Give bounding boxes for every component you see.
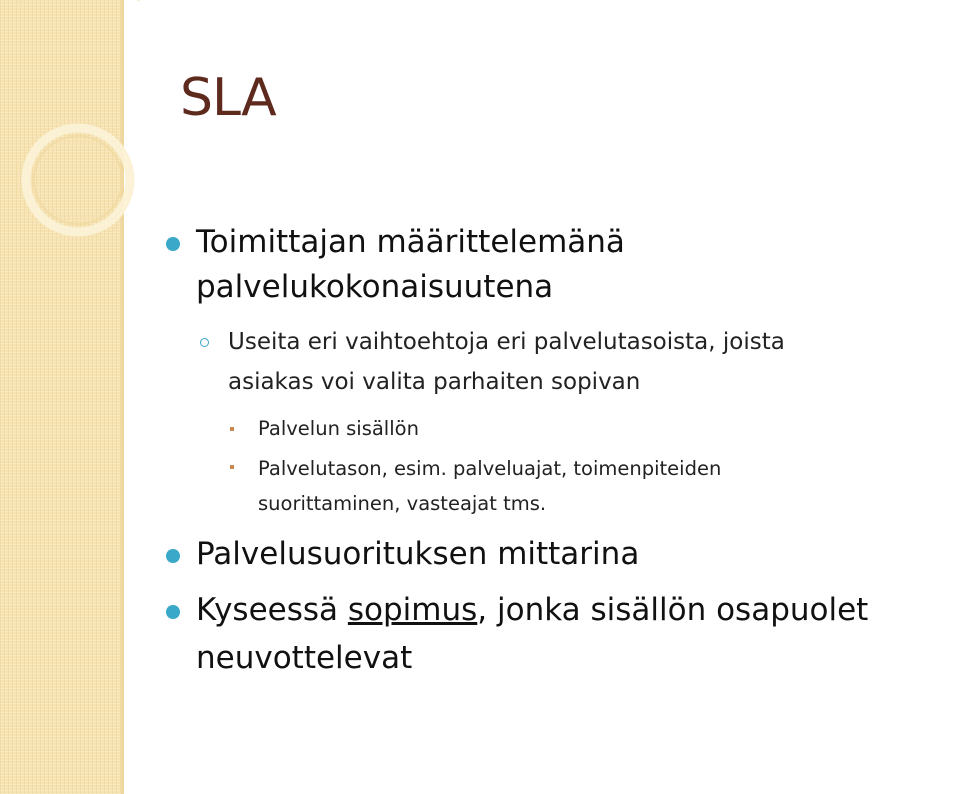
decorative-side-strip <box>0 0 124 794</box>
square-bullet-icon <box>230 427 234 431</box>
bullet-dot-icon <box>166 605 180 619</box>
sub-sub-bullet-text: Palvelutason, esim. palveluajat, toimenpiteiden <box>258 457 722 480</box>
bullet-text: palvelukokonaisuutena <box>196 269 554 305</box>
bullet-text <box>196 587 868 633</box>
sub-sub-bullet-text: suorittaminen, vasteajat tms. <box>258 492 547 515</box>
bullet-dot-icon <box>166 549 180 563</box>
bullet-text-prefix: Kyseessä <box>196 592 348 628</box>
bullet-dot-icon <box>166 237 180 251</box>
square-bullet-icon <box>230 465 234 469</box>
bullet-text: neuvottelevat <box>196 640 413 676</box>
side-strip-edge <box>121 0 124 794</box>
sub-bullet-text: asiakas voi valita parhaiten sopivan <box>228 369 641 395</box>
bullet-text: Toimittajan määrittelemänä <box>196 224 625 260</box>
sub-sub-bullet-text: Palvelun sisällön <box>258 417 419 440</box>
sub-bullet-text: Useita eri vaihtoehtoja eri palvelutasoista, joista <box>228 329 785 355</box>
bullet-text: Palvelusuorituksen mittarina <box>196 536 640 572</box>
underlined-term: sopimus <box>347 592 478 628</box>
bullet-text-suffix: , jonka sisällön osapuolet <box>477 592 869 628</box>
hollow-bullet-icon <box>200 338 209 347</box>
slide-title: SLA <box>180 68 276 128</box>
